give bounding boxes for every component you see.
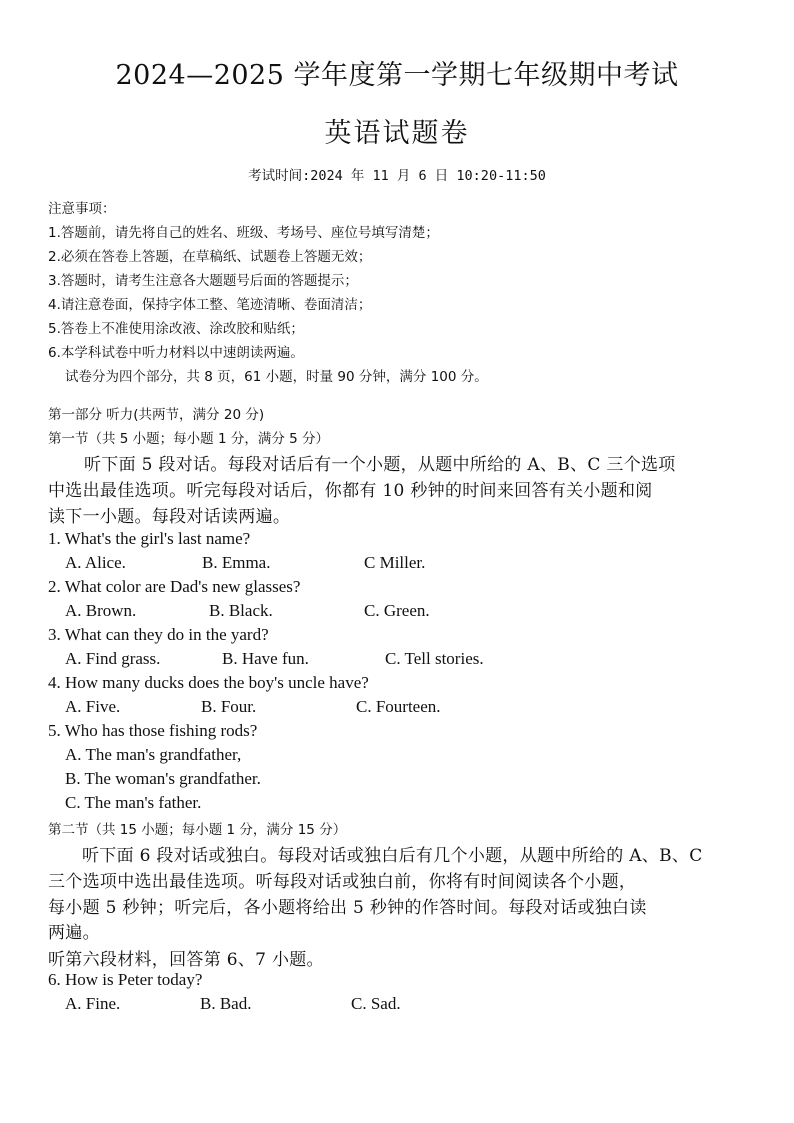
answer-option: C. Fourteen. xyxy=(356,697,441,716)
section1-instruction-line: 中选出最佳选项。听完每段对话后，你都有 10 秒钟的时间来回答有关小题和阅 xyxy=(48,481,653,501)
answer-option: C. The man's father. xyxy=(65,793,202,812)
notes-heading: 注意事项： xyxy=(48,201,116,217)
answer-option: B. The woman's grandfather. xyxy=(65,769,261,788)
notes-summary: 试卷分为四个部分，共 8 页，61 小题，时量 90 分钟，满分 100 分。 xyxy=(65,369,488,385)
note-item: 2.必须在答卷上答题，在草稿纸、试题卷上答题无效； xyxy=(48,249,372,265)
section2-heading: 第二节（共 15 小题；每小题 1 分，满分 15 分） xyxy=(48,822,347,838)
answer-option: B. Four. xyxy=(201,697,257,716)
note-item: 1.答题前，请先将自己的姓名、班级、考场号、座位号填写清楚； xyxy=(48,225,439,241)
answer-option: B. Have fun. xyxy=(222,649,309,668)
answer-option: A. Find grass. xyxy=(65,649,161,668)
section2-instruction-line: 每小题 5 秒钟；听完后，各小题将给出 5 秒钟的作答时间。每段对话或独白读 xyxy=(48,898,647,918)
section1-heading: 第一节（共 5 小题；每小题 1 分，满分 5 分） xyxy=(48,431,330,447)
answer-option: B. Emma. xyxy=(202,553,271,572)
answer-option: A. Five. xyxy=(65,697,121,716)
exam-time: 考试时间:2024 年 11 月 6 日 10:20-11:50 xyxy=(248,168,546,184)
question-stem: 2. What color are Dad's new glasses? xyxy=(48,577,301,596)
part1-heading: 第一部分 听力(共两节，满分 20 分) xyxy=(48,407,265,423)
answer-option: C. Tell stories. xyxy=(385,649,484,668)
exam-title: 2024—2025 学年度第一学期七年级期中考试 xyxy=(115,60,679,91)
section1-instruction-line: 读下一小题。每段对话读两遍。 xyxy=(48,507,291,527)
answer-option: C Miller. xyxy=(364,553,426,572)
question-stem: 6. How is Peter today? xyxy=(48,970,203,989)
section1-instruction-line: 听下面 5 段对话。每段对话后有一个小题，从题中所给的 A、B、C 三个选项 xyxy=(84,455,676,475)
answer-option: A. Fine. xyxy=(65,994,121,1013)
question-stem: 5. Who has those fishing rods? xyxy=(48,721,258,740)
exam-notes xyxy=(48,197,768,389)
exam-subtitle: 英语试题卷 xyxy=(324,118,470,149)
answer-option: C. Sad. xyxy=(351,994,401,1013)
section2-instruction-line: 三个选项中选出最佳选项。听每段对话或独白前，你将有时间阅读各个小题， xyxy=(48,872,637,892)
answer-option: A. Alice. xyxy=(65,553,126,572)
question-stem: 4. How many ducks does the boy's uncle have? xyxy=(48,673,369,692)
section2-instruction-line: 两遍。 xyxy=(48,923,100,943)
question-stem: 3. What can they do in the yard? xyxy=(48,625,269,644)
material-note: 听第六段材料，回答第 6、7 小题。 xyxy=(48,950,324,970)
answer-option: A. The man's grandfather, xyxy=(65,745,242,764)
answer-option: B. Black. xyxy=(209,601,273,620)
section2-instruction-line: 听下面 6 段对话或独白。每段对话或独白后有几个小题，从题中所给的 A、B、C xyxy=(82,846,703,866)
note-item: 3.答题时，请考生注意各大题题号后面的答题提示； xyxy=(48,273,358,289)
answer-option: B. Bad. xyxy=(200,994,252,1013)
note-item: 4.请注意卷面，保持字体工整、笔迹清晰、卷面清洁； xyxy=(48,297,372,313)
question-stem: 1. What's the girl's last name? xyxy=(48,529,251,548)
note-item: 5.答卷上不准使用涂改液、涂改胶和贴纸； xyxy=(48,321,304,337)
note-item: 6.本学科试卷中听力材料以中速朗读两遍。 xyxy=(48,345,304,361)
answer-option: C. Green. xyxy=(364,601,430,620)
answer-option: A. Brown. xyxy=(65,601,137,620)
